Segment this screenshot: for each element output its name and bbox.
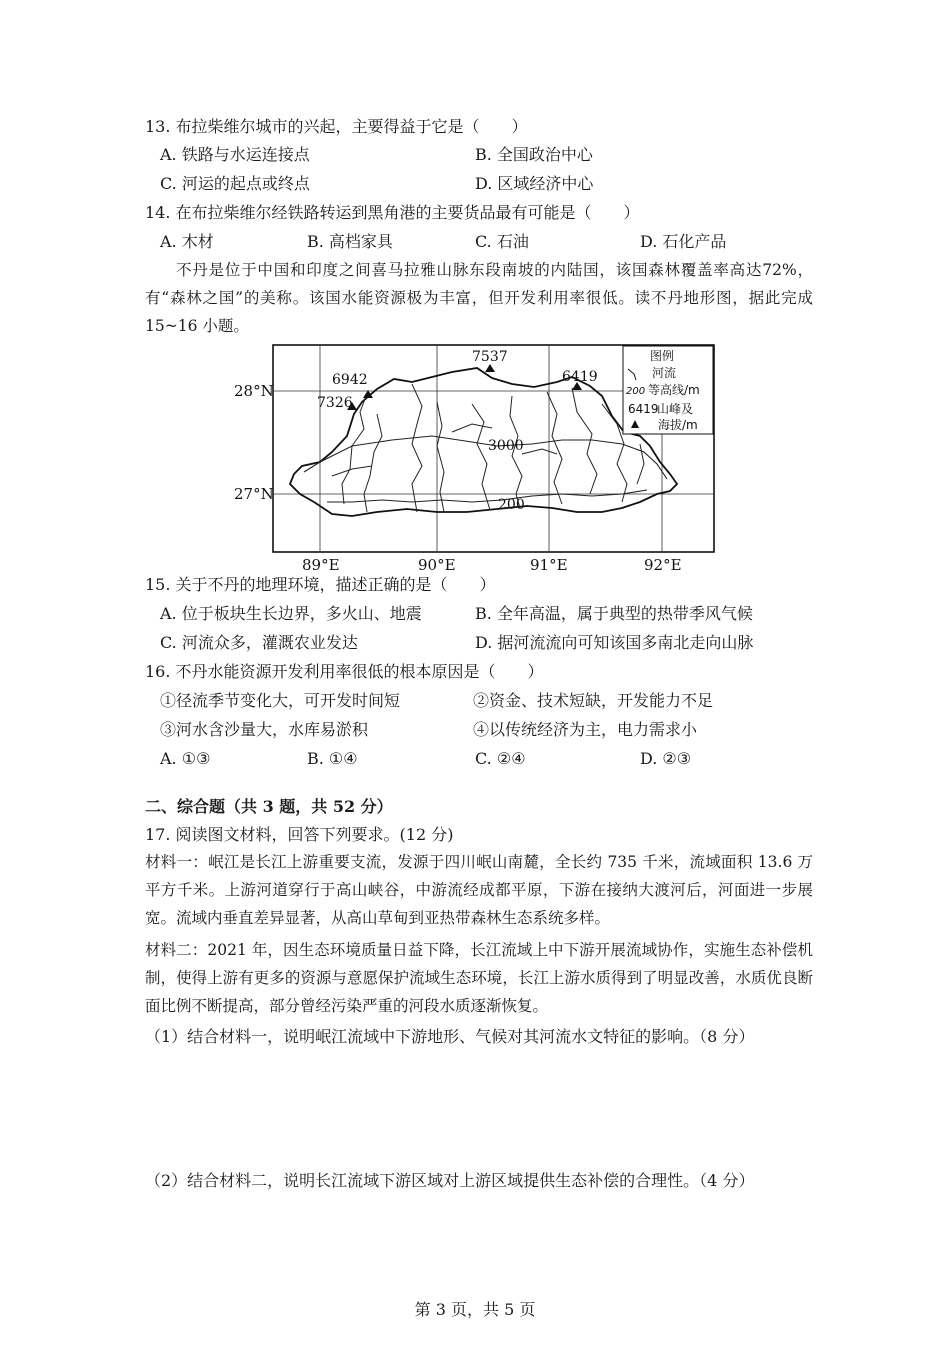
contour-label-3000: 3000	[488, 438, 524, 454]
bhutan-topographic-map	[234, 344, 717, 584]
q16-item-1: ①径流季节变化大，可开发时间短	[160, 691, 401, 710]
q15-option-b: B. 全年高温，属于典型的热带季风气候	[475, 604, 753, 623]
lon-label-89e: 89°E	[302, 556, 340, 574]
lat-label-27n: 27°N	[234, 485, 274, 503]
legend-river: 河流	[652, 366, 677, 380]
q16-item-3: ③河水含沙量大，水库易淤积	[160, 720, 369, 739]
lon-label-91e: 91°E	[530, 556, 568, 574]
q16-option-a: A. ①③	[160, 749, 211, 768]
legend-peak-value: 6419	[628, 402, 659, 416]
q13-option-b: B. 全国政治中心	[475, 145, 593, 164]
q16-item-2: ②资金、技术短缺，开发能力不足	[473, 691, 714, 710]
q17-sub1: （1）结合材料一，说明岷江流域中下游地形、气候对其河流水文特征的影响。（8 分）	[145, 1027, 755, 1046]
q13-option-a: A. 铁路与水运连接点	[160, 145, 310, 164]
q17-material1: 材料一：岷江是长江上游重要支流，发源于四川岷山南麓，全长约 735 千米，流域面积 13.6 万平方千米。上游河道穿行于高山峡谷，中游流经成都平原，下游在接纳大渡河后，河面进一步展宽。流域内垂直差异显著，从高山草甸到亚热带森林生态系统多样。	[145, 853, 813, 927]
q14-stem: 14. 在布拉柴维尔经铁路转运到黑角港的主要货品最有可能是（ ）	[145, 203, 640, 222]
q17-stem: 17. 阅读图文材料，回答下列要求。(12 分)	[145, 825, 454, 844]
lon-label-90e: 90°E	[418, 556, 456, 574]
q16-item-4: ④以传统经济为主，电力需求小	[473, 720, 698, 739]
q13-option-d: D. 区域经济中心	[475, 174, 594, 193]
peak-label-6419: 6419	[562, 369, 598, 385]
q17-material2: 材料二：2021 年，因生态环境质量日益下降，长江流域上中下游开展流域协作，实施生态补偿机制，使得上游有更多的资源与意愿保护流域生态环境，长江上游水质得到了明显改善，水质优良断面比例不断提高，部分曾经污染严重的河段水质逐渐恢复。	[145, 941, 813, 1015]
legend-contour-sample: 200	[626, 386, 646, 397]
q16-stem: 16. 不丹水能资源开发利用率很低的根本原因是（ ）	[145, 662, 544, 681]
legend-peak: 山峰及	[657, 402, 694, 416]
lon-label-92e: 92°E	[644, 556, 682, 574]
map-legend	[623, 346, 713, 434]
legend-contour: 等高线/m	[648, 383, 700, 397]
q15-stem: 15. 关于不丹的地理环境，描述正确的是（ ）	[145, 575, 496, 594]
q13-stem: 13. 布拉柴维尔城市的兴起，主要得益于它是（ ）	[145, 117, 528, 136]
legend-title: 图例	[650, 349, 675, 363]
q14-option-a: A. 木材	[160, 232, 214, 251]
q15-option-a: A. 位于板块生长边界，多火山、地震	[160, 604, 422, 623]
peak-label-7537: 7537	[472, 349, 508, 365]
peak-label-6942: 6942	[332, 372, 368, 388]
q14-option-d: D. 石化产品	[640, 232, 727, 251]
q15-option-c: C. 河流众多，灌溉农业发达	[160, 633, 358, 652]
q13-option-c: C. 河运的起点或终点	[160, 174, 310, 193]
legend-peak2: 海拔/m	[658, 418, 698, 432]
section2-title: 二、综合题（共 3 题，共 52 分）	[145, 797, 393, 816]
lat-label-28n: 28°N	[234, 382, 274, 400]
page-footer: 第 3 页，共 5 页	[414, 1300, 536, 1319]
bhutan-intro: 不丹是位于中国和印度之间喜马拉雅山脉东段南坡的内陆国，该国森林覆盖率高达72%，有“森林之国”的美称。该国水能资源极为丰富，但开发利用率很低。读不丹地形图，据此完成 15~16 小题。	[145, 261, 813, 335]
peak-label-7326: 7326	[317, 395, 353, 411]
q16-option-b: B. ①④	[307, 749, 358, 768]
q16-option-d: D. ②③	[640, 749, 692, 768]
contour-label-200: 200	[498, 497, 525, 513]
q16-option-c: C. ②④	[475, 749, 526, 768]
q14-option-b: B. 高档家具	[307, 232, 393, 251]
q15-option-d: D. 据河流流向可知该国多南北走向山脉	[475, 633, 754, 652]
q17-sub2: （2）结合材料二，说明长江流域下游区域对上游区域提供生态补偿的合理性。（4 分）	[145, 1171, 755, 1190]
q14-option-c: C. 石油	[475, 232, 529, 251]
